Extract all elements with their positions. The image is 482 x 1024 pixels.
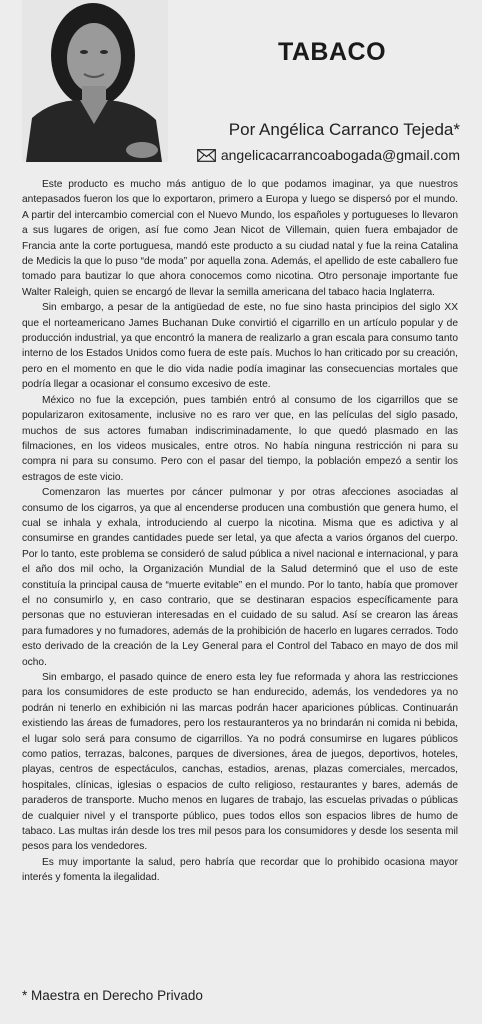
paragraph-6: Es muy importante la salud, pero habría que recordar que lo prohibido ocasiona mayor interés y fomenta la ilegalidad. bbox=[22, 856, 458, 884]
email-address[interactable]: angelicacarrancoabogada@gmail.com bbox=[220, 147, 460, 163]
article-body bbox=[22, 177, 458, 886]
author-portrait-image bbox=[22, 0, 168, 162]
author-email[interactable] bbox=[197, 147, 460, 163]
paragraph-2: Sin embargo, a pesar de la antigüedad de este, no fue sino hasta principios del siglo XX que el norteamericano James Buchanan Duke convirtió el cigarrillo en un artículo popular y de producción industrial, ya que encontró la manera de realizarlo a gran escala para consumo tanto interno de los Estados Unidos como fuera de este país. Muchos lo han criticado por su creación, pero en el momento en que le dio vida nadie podía imaginar las consecuencias mortales que podría llegar a ocasionar el consumo excesivo de este. bbox=[22, 302, 458, 391]
author-footnote: * Maestra en Derecho Privado bbox=[22, 988, 203, 1003]
paragraph-3: México no fue la excepción, pues también entró al consumo de los cigarrillos que se popularizaron exitosamente, inclusive no es raro ver que, en las películas del siglo pasado, muchos de sus actores fumaban indiscriminadamente, lo que quedó plasmado en las filmaciones, en los videos musicales, entre otros. No había ninguna restricción ni para su compra ni para su consumo. Pero con el pasar del tiempo, la población empezó a sentir los estragos de este vicio. bbox=[22, 394, 458, 483]
author-photo bbox=[22, 0, 168, 162]
paragraph-4: Comenzaron las muertes por cáncer pulmonar y por otras afecciones asociadas al consumo de los cigarros, ya que al encenderse producen una combustión que genera humo, el cual se inhala y exhala, introduciendo al cuerpo la nicotina. Misma que es adictiva y al consumirse en grandes cantidades puede ser letal, ya que afecta a varios órganos del cuerpo. Por lo tanto, este problema se consideró de salud pública a nivel nacional e internacional, y para el año dos mil ocho, la Organización Mundial de la Salud determinó que el uso de este constituía la principal causa de “muerte evitable” en el mundo. Por lo tanto, había que promover el no consumirlo y, en caso contrario, que se destinaran espacios específicamente para personas que no estuvieran interesadas en el cuidado de su salud. Así se crearon las áreas para fumadores y no fumadores, además de la prohibición de hacerlo en lugares cerrados. Todo esto derivado de la creación de la Ley General para el Control del Tabaco en mayo de dos mil ocho. bbox=[22, 487, 458, 668]
author-byline: Por Angélica Carranco Tejeda* bbox=[228, 120, 460, 139]
paragraph-5: Sin embargo, el pasado quince de enero esta ley fue reformada y ahora las restricciones para los consumidores de este producto se han endurecido, además, los vendedores ya no podrán ni tenerlo en exhibición ni las marcas podrán hacer apariciones públicas. Continuarán existiendo las áreas de fumadores, pero los restauranteros ya no brindarán ni comida ni bebida, el lugar solo será para consumo de cigarrillos. Ya no podrá consumirse en lugares públicos como patios, terrazas, balcones, parques de diversiones, área de juegos, deportivos, hoteles, playas, centros de espectáculos, canchas, estadios, arenas, plazas comerciales, mercados, hospitales, clínicas, iglesias o espacios de culto religioso, restaurantes y bares, además de paraderos de transporte. Mucho menos en lugares de trabajo, las escuelas privadas o públicas de cualquier nivel y el transporte público, pues todos ellos son espacios libres de humo de tabaco. Las multas irán desde los tres mil pesos para los consumidores y desde los sesenta mil pesos para los vendedores. bbox=[22, 672, 458, 853]
paragraph-1: Este producto es mucho más antiguo de lo que podamos imaginar, ya que nuestros antepasados fueron los que lo exportaron, primero a Europa y luego se dispersó por el mundo. A partir del intercambio comercial con el Nuevo Mundo, los españoles y portugueses lo llevaron a sus lugares de origen, así fue como Jean Nicot de Villemain, quien fuera embajador de Francia ante la corte portuguesa, mandó este producto a su ciudad natal y fue la reina Catalina de Medicis la que lo puso “de moda” por aquella zona. Además, el apellido de este caballero fue tomado para bautizar lo que ahora conocemos como nicotina. Otro personaje importante fue Walter Raleigh, quien se encargó de llevar la semilla americana del tabaco hacia Inglaterra. bbox=[22, 179, 458, 298]
article-title: TABACO bbox=[277, 38, 387, 66]
envelope-icon bbox=[197, 149, 216, 162]
